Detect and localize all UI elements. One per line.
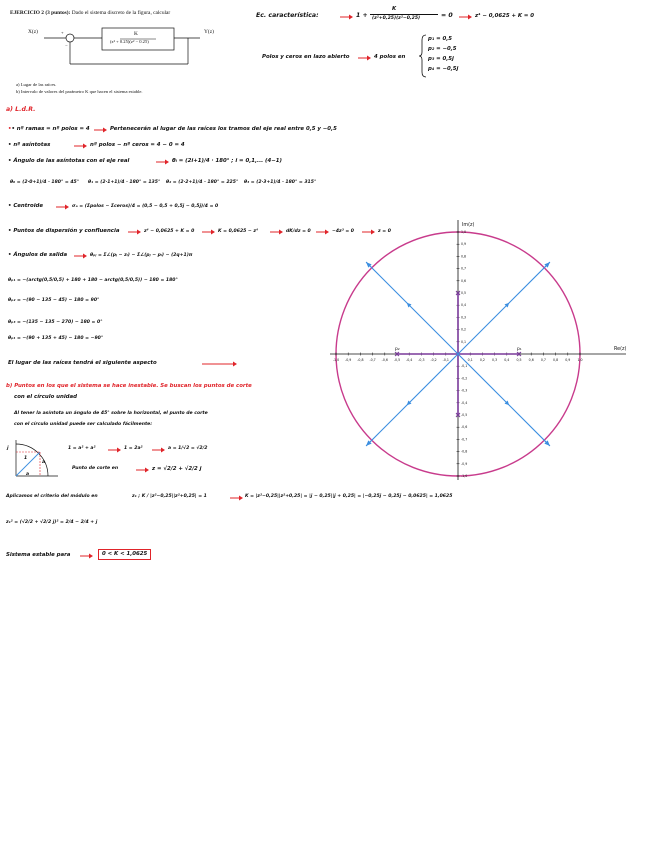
y-tick-label: -0,1 bbox=[461, 364, 468, 369]
exit-angles-formula: θₚⱼ = Σ∠(pⱼ − zᵢ) − Σ∠(pⱼ − pᵢ) − (2q+1)π bbox=[90, 253, 193, 258]
x-tick-label: -0,2 bbox=[430, 358, 437, 362]
phi-4: θₚ₄ = −(90 + 135 + 45) − 180 = −90° bbox=[8, 336, 104, 341]
exercise-title: EJERCICIO 2 (3 puntos): Dado el sistema discreto de la figura, calcular bbox=[10, 10, 171, 16]
x-tick-label: 0,8 bbox=[553, 358, 559, 362]
x-tick-label: 0,9 bbox=[565, 358, 571, 362]
modulus-label: Aplicamos el criterio del módulo en bbox=[6, 494, 98, 499]
output-label: Y(z) bbox=[204, 29, 214, 35]
arrow-icon bbox=[459, 14, 473, 20]
x-tick-label: -0,7 bbox=[369, 358, 376, 362]
char-eq-result: z⁴ − 0,0625 + K = 0 bbox=[475, 13, 535, 19]
exit-angles-line: • Ángulos de salida bbox=[8, 252, 68, 258]
x-tick-label: 0,2 bbox=[479, 358, 485, 362]
poles-count: 4 polos en bbox=[374, 54, 406, 60]
branches-desc: Pertenecerán al lugar de las raíces los tramos del eje real entre 0,5 y −0,5 bbox=[110, 126, 337, 132]
x-tick-label: 0,1 bbox=[467, 358, 473, 362]
x-tick-label: 0,4 bbox=[504, 358, 510, 362]
x-tick-label: -0,8 bbox=[357, 358, 364, 362]
real-axis-label: Re(z) bbox=[614, 347, 627, 352]
y-tick-label: -0,2 bbox=[461, 376, 468, 381]
tri-j: j bbox=[7, 446, 9, 451]
x-tick-label: 0,6 bbox=[528, 358, 534, 362]
arrow-icon bbox=[202, 361, 238, 367]
stable-range-box: 0 < K < 1,0625 bbox=[98, 549, 151, 560]
dispersion-root: z = 0 bbox=[378, 229, 391, 234]
stable-label: Sistema estable para bbox=[6, 552, 71, 558]
centroid-line: • Centroide bbox=[8, 203, 44, 209]
char-eq-den: (z²+0,25)(z²−0,25) bbox=[372, 16, 421, 21]
z-squared: z₁² = (√2/2 + √2/2 j)² = 2/4 − 2/4 + j bbox=[6, 520, 98, 525]
x-tick-label: -0,3 bbox=[418, 358, 425, 362]
char-eq-lhs: 1 + bbox=[356, 12, 368, 19]
phi-2: θₚ₂ = −(90 − 135 − 45) − 180 = 90° bbox=[8, 298, 100, 303]
root-locus-plot bbox=[330, 212, 652, 480]
section-b-title2: con el círculo unidad bbox=[14, 394, 78, 400]
arrow-icon bbox=[152, 447, 166, 453]
poles-zeros-label: Polos y ceros en lazo abierto bbox=[262, 54, 350, 60]
gain-numerator: K bbox=[134, 31, 138, 37]
x-tick-label: 0,7 bbox=[540, 358, 546, 362]
y-tick-label: 0,9 bbox=[461, 242, 467, 247]
x-tick-label: -0,5 bbox=[393, 358, 401, 362]
question-b: b) Intervalo de valores del parámetro K que hacen el sistema estable. bbox=[16, 89, 143, 94]
y-tick-label: -0,4 bbox=[461, 400, 468, 405]
x-tick-label: 0,3 bbox=[492, 358, 498, 362]
arrow-icon bbox=[230, 495, 244, 501]
theta-1: θ₁ = (2·1+1)/4 · 180° = 135° bbox=[88, 180, 161, 185]
char-eq-zero: = 0 bbox=[441, 12, 453, 19]
tri-a-horizontal: a bbox=[26, 472, 30, 477]
eq-a-value: a = 1/√2 = √2/2 bbox=[168, 446, 208, 451]
arrow-icon bbox=[56, 204, 70, 210]
x-tick-label: -0,4 bbox=[406, 358, 413, 362]
y-tick-label: 0,1 bbox=[461, 339, 467, 344]
fraction-bar bbox=[370, 14, 438, 15]
y-tick-label: -0,9 bbox=[461, 461, 468, 466]
y-tick-label: -0,8 bbox=[461, 449, 468, 454]
theta-0: θ₀ = (2·0+1)/4 · 180° = 45° bbox=[10, 180, 80, 185]
block-diagram bbox=[14, 24, 224, 76]
arrow-icon bbox=[94, 127, 108, 133]
y-tick-label: 0,3 bbox=[461, 315, 467, 320]
y-tick-label: 0,6 bbox=[461, 278, 467, 283]
char-eq-num: K bbox=[392, 6, 397, 12]
asymptote-branch bbox=[458, 262, 550, 354]
angle-formula: θᵢ = (2i+1)/4 · 180° ; i = 0,1,... (4−1) bbox=[172, 158, 283, 164]
pole-3: p₃ = 0,5j bbox=[428, 56, 454, 62]
arrow-icon bbox=[108, 447, 122, 453]
eq-pythag: 1 = a² + a² bbox=[68, 446, 96, 451]
y-tick-label: 0,2 bbox=[461, 327, 467, 332]
x-tick-label: 0,5 bbox=[516, 358, 522, 362]
pole-label-p1: p₁ bbox=[517, 347, 522, 352]
pole-label-p2: p₂ bbox=[395, 347, 400, 352]
arrow-icon bbox=[80, 553, 94, 559]
modulus-result: K = |z²−0,25||z²+0,25| = |j − 0,25||j + 0,25| = |−0,25j − 0,25j − 0,0625| = 1,0625 bbox=[245, 494, 453, 499]
root-locus-svg bbox=[330, 212, 652, 480]
asymptotes-line: • nº asíntotas bbox=[8, 142, 51, 148]
theta-3: θ₃ = (2·3+1)/4 · 180° = 315° bbox=[244, 180, 317, 185]
asymptote-branch bbox=[366, 354, 458, 446]
plus-sign: + bbox=[61, 30, 64, 35]
question-a: a) Lugar de las raíces. bbox=[16, 82, 57, 87]
tri-hyp: 1 bbox=[24, 456, 28, 461]
angle-line: • Ángulo de las asíntotas con el eje real bbox=[8, 158, 130, 164]
asymptote-branch bbox=[458, 354, 550, 446]
section-a-title: a) L.d.R. bbox=[6, 106, 36, 113]
x-tick-label: -0,1 bbox=[442, 358, 449, 362]
shape-text: El lugar de las raíces tendrá el siguiente aspecto bbox=[8, 360, 157, 366]
tri-a-vertical: a bbox=[42, 460, 46, 465]
arrow-icon bbox=[136, 467, 150, 473]
y-tick-label: 0,8 bbox=[461, 254, 467, 259]
x-tick-label: 1,0 bbox=[577, 358, 583, 362]
section-b-p2: con el círculo unidad puede ser calculado fácilmente: bbox=[14, 422, 153, 427]
x-tick-label: -1,0 bbox=[332, 358, 340, 362]
y-tick-label: -0,3 bbox=[461, 388, 468, 393]
dispersion-eq: z⁴ − 0,0625 + K = 0 bbox=[144, 229, 195, 234]
arrow-icon bbox=[340, 14, 354, 20]
modulus-eq: z₁ ; K / |z²−0,25||z²+0,25| = 1 bbox=[132, 494, 207, 499]
arrow-icon bbox=[202, 229, 216, 235]
phi-1: θₚ₁ = −(arctg(0,5/0,5) + 180 + 180 − arctg(0,5/0,5)) − 180 = 180° bbox=[8, 278, 178, 283]
x-tick-label: -0,6 bbox=[381, 358, 388, 362]
x-tick-label: -0,9 bbox=[345, 358, 352, 362]
pole-1: p₁ = 0,5 bbox=[428, 36, 453, 42]
arrow-icon bbox=[358, 55, 372, 61]
y-tick-label: -0,7 bbox=[461, 437, 468, 442]
branches-line: •• nº ramas = nº polos = 4 bbox=[8, 126, 90, 132]
arrow-icon bbox=[74, 143, 88, 149]
arrow-icon bbox=[316, 229, 330, 235]
cut-label: Punto de corte en bbox=[72, 466, 119, 471]
dispersion-line: • Puntos de dispersión y confluencia bbox=[8, 228, 120, 234]
y-tick-label: -0,5 bbox=[461, 413, 468, 417]
y-tick-label: -0,6 bbox=[461, 425, 468, 430]
asymptote-branch bbox=[366, 262, 458, 354]
brace-icon bbox=[419, 34, 427, 78]
unit-circle-sketch bbox=[4, 436, 60, 482]
pole-4: p₄ = −0,5j bbox=[428, 66, 459, 72]
imag-axis-label: Im(z) bbox=[462, 223, 475, 228]
centroid-formula: σₐ = (Σpolos − Σceros)/4 = (0,5 − 0,5 + 0,5j − 0,5j)/4 = 0 bbox=[72, 204, 219, 209]
y-tick-label: 0,4 bbox=[461, 303, 467, 308]
minus-sign: − bbox=[65, 43, 68, 48]
phi-3: θₚ₃ = −(135 − 135 − 270) − 180 = 0° bbox=[8, 320, 103, 325]
cut-value: z = √2/2 + √2/2 j bbox=[152, 466, 202, 472]
arrow-icon bbox=[270, 229, 284, 235]
arrow-icon bbox=[156, 159, 170, 165]
theta-2: θ₂ = (2·2+1)/4 · 180° = 225° bbox=[166, 180, 239, 185]
section-b-p1: Al tener la asíntota un ángulo de 45° sobre la horizontal, el punto de corte bbox=[14, 411, 208, 416]
pole-2: p₂ = −0,5 bbox=[428, 46, 457, 52]
arrow-icon bbox=[128, 229, 142, 235]
section-b-title: b) Puntos en los que el sistema se hace inestable. Se buscan los puntos de corte bbox=[6, 383, 252, 389]
dispersion-cubic: −4z³ = 0 bbox=[332, 229, 354, 234]
char-eq-label: Ec. característica: bbox=[256, 12, 319, 19]
y-tick-label: 0,7 bbox=[461, 266, 467, 271]
dispersion-deriv: dK/dz = 0 bbox=[286, 229, 311, 234]
arrow-icon bbox=[74, 253, 88, 259]
y-tick-label: 0,5 bbox=[461, 291, 467, 295]
y-tick-label: -1,0 bbox=[461, 474, 468, 478]
asymptotes-count: nº polos − nº ceros = 4 − 0 = 4 bbox=[90, 142, 185, 148]
input-label: X(z) bbox=[28, 29, 38, 35]
gain-denominator: (z² + 0.25)(z² − 0.25) bbox=[110, 39, 149, 44]
y-tick-label: 1,0 bbox=[461, 230, 467, 234]
dispersion-k: K = 0,0625 − z⁴ bbox=[218, 229, 259, 234]
eq-double: 1 = 2a² bbox=[124, 446, 143, 451]
